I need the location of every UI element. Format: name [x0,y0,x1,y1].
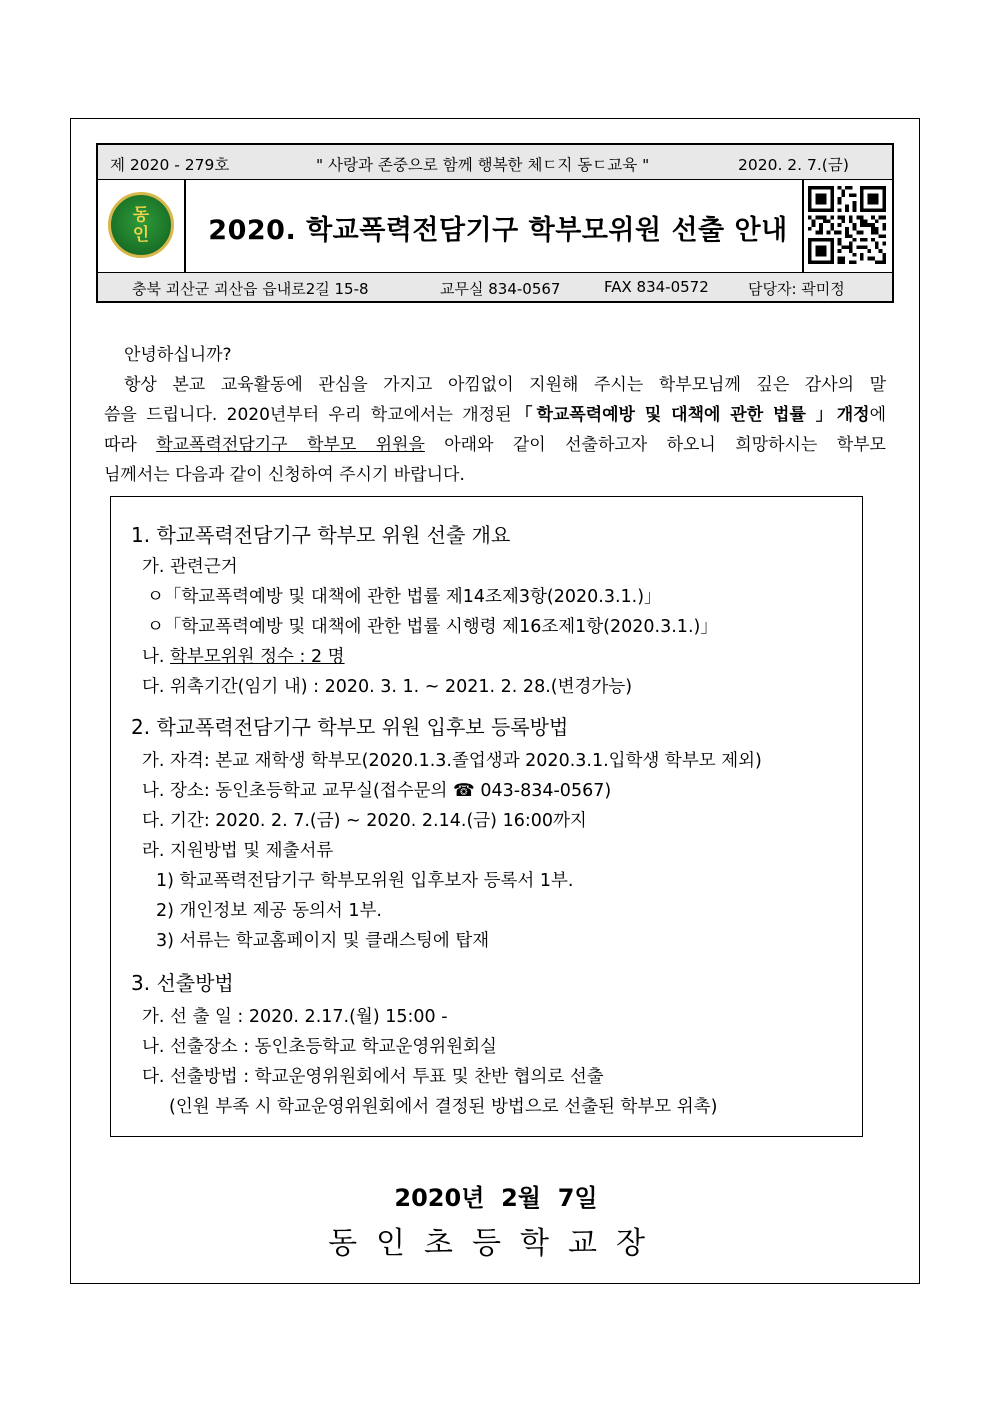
intro-line [104,400,886,430]
section3-item-da: 다. 선출방법 : 학교운영위원회에서 투표 및 찬반 협의로 선출 [142,1067,604,1087]
logo-text-bottom: 인 [132,225,150,245]
section3-item-na: 나. 선출장소 : 동인초등학교 학교운영위원회실 [142,1037,497,1057]
law-name-bold: 「학교폭력예방 및 대책에 관한 법률 」개정 [511,405,870,425]
letterhead-top-bar [98,145,892,180]
section3-item-ga: 가. 선 출 일 : 2020. 2.17.(월) 15:00 - [142,1007,448,1027]
intro-paragraph [104,340,886,490]
section1-item-na [142,643,345,668]
section1-item-ga: 가. 관련근거 [142,557,238,577]
document-item-1: 1) 학교폭력전담기구 학부모위원 입후보자 등록서 1부. [156,871,574,891]
document-item-2: 2) 개인정보 제공 동의서 1부. [156,901,382,921]
school-slogan: " 사랑과 존중으로 함께 행복한 체ㄷ지 동ㄷ교육 " [316,156,650,174]
logo-text-top: 동 [132,205,150,225]
divider [802,180,804,272]
intro-text: 아래와 같이 선출하고자 하오니 희망하시는 학부모 [424,435,886,455]
footer-date: 2020년 2월 7일 [394,1184,598,1212]
section2-item-na: 나. 장소: 동인초등학교 교무실(접수문의 ☎ 043-834-0567) [142,781,612,801]
section2-item-ga: 가. 자격: 본교 재학생 학부모(2020.1.3.졸업생과 2020.3.1.입학생 학부모 제외) [142,751,762,771]
letterhead [96,143,894,303]
details-box [110,496,863,1137]
issue-date: 2020. 2. 7.(금) [738,156,849,174]
qr-code-icon [808,186,886,264]
law-reference-2: ㅇ「학교폭력예방 및 대책에 관한 법률 시행령 제16조제1항(2020.3.1.)」 [147,617,718,637]
law-reference-1: ㅇ「학교폭력예방 및 대책에 관한 법률 제14조제3항(2020.3.1.)」 [147,587,662,607]
item-prefix: 나. [142,647,171,667]
section2-heading: 2. 학교폭력전담기구 학부모 위원 입후보 등록방법 [131,715,569,739]
section1-heading: 1. 학교폭력전담기구 학부모 위원 선출 개요 [131,523,511,547]
school-address: 충북 괴산군 괴산읍 읍내로2길 15-8 [132,280,369,298]
contact-person: 담당자: 곽미정 [748,280,845,298]
fax-number: FAX 834-0572 [604,278,709,296]
intro-text: 씀을 드립니다. 2020년부터 우리 학교에서는 개정된 [104,405,512,425]
doc-number: 제 2020 - 279호 [110,156,230,174]
document-item-3: 3) 서류는 학교홈페이지 및 클래스팅에 탑재 [156,931,490,951]
intro-text: 에 [869,405,886,425]
letterhead-contact-bar [98,272,892,301]
office-phone: 교무실 834-0567 [440,280,561,298]
greeting: 안녕하십니까? [124,345,232,365]
letterhead-title-row [98,180,892,272]
divider [184,180,186,272]
intro-line [104,430,886,460]
section2-item-ra: 라. 지원방법 및 제출서류 [142,841,334,861]
school-principal: 동인초등학교장 [328,1226,664,1261]
underlined-position: 학교폭력전담기구 학부모 위원을 [156,435,425,455]
section1-item-da: 다. 위촉기간(임기 내) : 2020. 3. 1. ~ 2021. 2. 28.(변경가능) [142,677,633,697]
section2-item-da: 다. 기간: 2020. 2. 7.(금) ~ 2020. 2.14.(금) 16:00까지 [142,811,587,831]
school-logo [108,192,174,258]
section3-heading: 3. 선출방법 [131,971,234,995]
member-quota: 학부모위원 정수 : 2 명 [170,647,345,667]
section3-note: (인원 부족 시 학교운영위원회에서 결정된 방법으로 선출된 학부모 위촉) [169,1097,718,1117]
intro-line: 님께서는 다음과 같이 신청하여 주시기 바랍니다. [104,465,465,485]
intro-line: 항상 본교 교육활동에 관심을 가지고 아낌없이 지원해 주시는 학부모님께 깊은 감사의 말 [124,375,886,395]
document-title: 2020. 학교폭력전담기구 학부모위원 선출 안내 [208,215,788,246]
intro-text: 따라 [104,435,157,455]
